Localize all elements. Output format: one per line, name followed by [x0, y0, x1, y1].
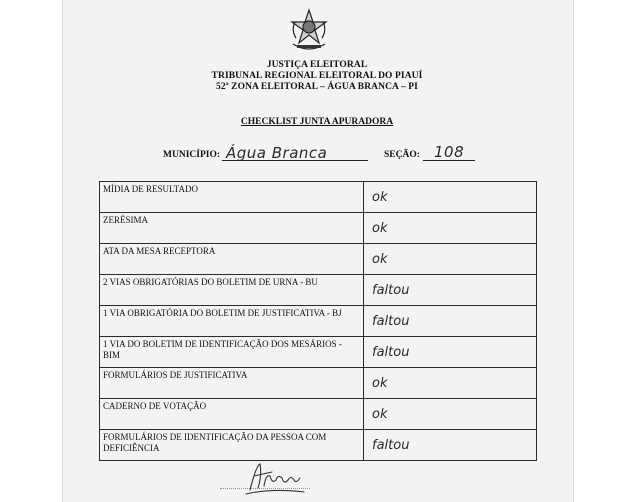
- checklist-item-label: CADERNO DE VOTAÇÃO: [100, 399, 364, 430]
- checklist-status-value: ok: [372, 221, 388, 236]
- checklist-status-value: ok: [372, 190, 388, 205]
- checklist-status-cell: [364, 368, 537, 399]
- checklist-row: [100, 337, 537, 368]
- checklist-status-cell: [364, 306, 537, 337]
- checklist-item-label: 1 VIA OBRIGATÓRIA DO BOLETIM DE JUSTIFICATIVA - BJ: [100, 306, 364, 337]
- checklist-status-value: ok: [372, 376, 388, 391]
- checklist-item-label: MÍDIA DE RESULTADO: [100, 182, 364, 213]
- brazil-coat-of-arms-icon: [288, 8, 330, 52]
- municipio-label: MUNICÍPIO:: [163, 150, 220, 160]
- checklist-status-cell: [364, 275, 537, 306]
- checklist-item-label: ZERÉSIMA: [100, 213, 364, 244]
- checklist-row: [100, 182, 537, 213]
- handwritten-signature: [242, 458, 312, 498]
- checklist-status-cell: [364, 213, 537, 244]
- checklist-status-value: ok: [372, 407, 388, 422]
- header-line-zona: 52ª ZONA ELEITORAL – ÁGUA BRANCA – PI: [216, 82, 418, 92]
- form-fields: [0, 140, 640, 164]
- checklist-row: [100, 368, 537, 399]
- checklist-item-label: ATA DA MESA RECEPTORA: [100, 244, 364, 275]
- checklist-row: [100, 306, 537, 337]
- checklist-item-label: FORMULÁRIOS DE JUSTIFICATIVA: [100, 368, 364, 399]
- checklist-row: [100, 399, 537, 430]
- secao-value: 108: [434, 143, 465, 161]
- checklist-item-label: FORMULÁRIOS DE IDENTIFICAÇÃO DA PESSOA COM DEFICIÊNCIA: [100, 430, 364, 461]
- municipio-value: Água Branca: [226, 144, 328, 162]
- checklist-status-value: ok: [372, 252, 388, 267]
- checklist-status-value: faltou: [372, 283, 410, 298]
- secao-label: SEÇÃO:: [384, 150, 420, 160]
- checklist-item-label: 2 VIAS OBRIGATÓRIAS DO BOLETIM DE URNA - BU: [100, 275, 364, 306]
- checklist-status-value: faltou: [372, 438, 410, 453]
- checklist-table: [99, 181, 537, 461]
- checklist-status-cell: [364, 182, 537, 213]
- checklist-status-cell: [364, 244, 537, 275]
- document-title: CHECKLIST JUNTA APURADORA: [240, 117, 394, 127]
- header-line-tribunal: TRIBUNAL REGIONAL ELEITORAL DO PIAUÍ: [211, 71, 423, 81]
- checklist-status-value: faltou: [372, 345, 410, 360]
- checklist-row: [100, 244, 537, 275]
- checklist-status-cell: [364, 430, 537, 461]
- checklist-status-cell: [364, 399, 537, 430]
- checklist-row: [100, 275, 537, 306]
- checklist-status-cell: [364, 337, 537, 368]
- checklist-status-value: faltou: [372, 314, 410, 329]
- document-header: [62, 60, 572, 93]
- checklist-row: [100, 213, 537, 244]
- header-line-justica: JUSTIÇA ELEITORAL: [266, 60, 368, 70]
- checklist-row: [100, 430, 537, 461]
- checklist-item-label: 1 VIA DO BOLETIM DE IDENTIFICAÇÃO DOS MESÁRIOS - BIM: [100, 337, 364, 368]
